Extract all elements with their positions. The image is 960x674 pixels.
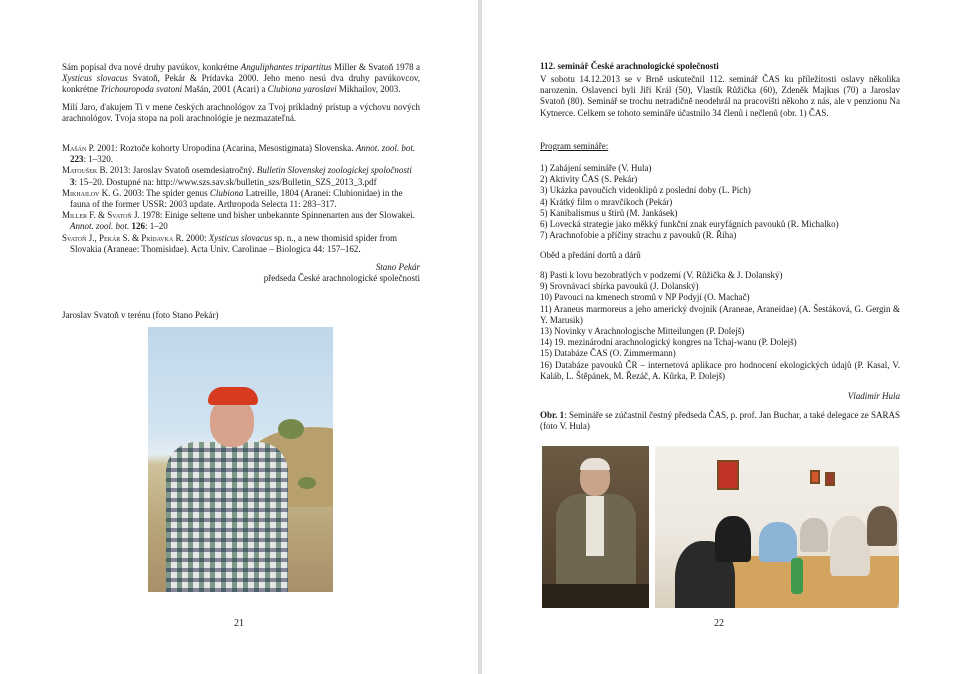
reference-item [62, 210, 420, 232]
photo-person-shirt [586, 496, 604, 556]
program-item: 11) Araneus marmoreus a jeho americký dvojník (Araneae, Araneidae) (A. Šestáková, G. Gergin & Y. Marusik) [540, 303, 900, 325]
species-name: Trichouropoda svatoni [100, 84, 183, 95]
ref-text: 1978: Einige seltene und bisher unbekannte Spinnenarten aus der Slowakei. [139, 210, 415, 221]
photo-person [830, 516, 870, 576]
species-name: Anguliphantes tripartitus [240, 62, 332, 72]
ref-volume: 126 [129, 221, 146, 232]
reference-item [62, 233, 420, 255]
program-item: 10) Pavouci na kmenech stromů v NP Podyjí (O. Machač) [540, 292, 750, 303]
program-item: 2) Aktivity ČAS (S. Pekár) [540, 174, 638, 185]
page-left [0, 0, 478, 674]
photo-desk [542, 584, 649, 608]
program-item: 15) Databáze ČAS (O. Zimmermann) [540, 348, 676, 359]
photo-person [867, 506, 897, 546]
page-number: 21 [234, 618, 244, 629]
photo-person [715, 516, 751, 562]
program-item: 6) Lovecká strategie jako měkký funkční znak euryfágních pavouků (R. Michalko) [540, 219, 839, 230]
ref-text: 2000: [183, 232, 209, 243]
references-list [62, 143, 420, 255]
ref-pages: Latreille, 1804 (Aranei: Clubionidae) in the fauna of the former USSR: 2003 update. Arthropoda Selecta 11: 283–317. [70, 187, 403, 210]
reference-item [62, 143, 420, 165]
ref-author: Svatoň J., Pekár S. & Prídavka R. [62, 232, 184, 243]
ref-pages: : 1–320. [83, 154, 114, 165]
program-heading: Program semináře: [540, 141, 609, 151]
reference-item [62, 188, 420, 210]
program-item: 5) Kanibalismus u štírů (M. Jankásek) [540, 207, 678, 218]
text-run: Mašán, 2001 (Acari) a [182, 84, 268, 95]
figure-caption [540, 410, 900, 432]
ref-volume: 3 [70, 176, 75, 187]
ref-journal: Annot. zool. bot. [70, 221, 130, 232]
ref-author: Miller F. & Svatoň J. [62, 210, 140, 221]
species-name: Xysticus slovacus [62, 73, 128, 84]
photo-shrub [278, 419, 304, 439]
photo-shrub [298, 477, 316, 489]
lunch-break: Oběd a předání dortů a dárů [540, 250, 641, 260]
photo-person [800, 518, 828, 552]
ref-text: 2003: The spider genus [121, 187, 210, 198]
program-item: 13) Novinky v Arachnologische Mitteilungen (P. Dolejš) [540, 326, 745, 337]
reference-item [62, 165, 420, 187]
ref-pages: : 1–20 [145, 221, 168, 232]
photo-red-cap [208, 387, 258, 405]
photo-bottle [791, 558, 803, 594]
text-run: Miller & Svatoň 1978 a [331, 62, 420, 72]
program-item: 8) Pasti k lovu bezobratlých v podzemí (V. Růžička & J. Dolanský) [540, 270, 783, 280]
text-run: Svatoň, Pekár & Prídavka 2000. Jeho meno nesú dva druhy pavúkovcov, konkrétne [62, 73, 420, 95]
photo-wall-picture [825, 472, 835, 486]
photo-jaroslav-svaton [148, 327, 333, 592]
figure-caption-text: : Semináře se zúčastnil čestný předseda ČAS, p. prof. Jan Buchar, a také delegace ze SARAS (foto V. Hula) [540, 410, 900, 432]
article-title: 112. seminář České arachnologické společnosti [540, 61, 719, 71]
ref-journal: Clubiona [209, 187, 244, 198]
ref-author: Matoušek B. [62, 165, 108, 176]
program-item: 9) Srovnávací sbírka pavouků (J. Dolanský) [540, 281, 699, 292]
photo-jan-buchar [542, 446, 649, 608]
ref-journal: Bulletin Slovenskej zoologickej spoločnosti [256, 165, 412, 176]
photo-seminar-audience [655, 446, 899, 608]
program-list-afternoon [540, 270, 900, 382]
signoff-name: Vladimír Hula [847, 391, 900, 401]
signoff [220, 262, 420, 284]
photo-person-shirt [166, 442, 288, 592]
text-run: Mikhailov, 2003. [336, 84, 401, 95]
ref-journal: Xysticus slovacus [208, 232, 272, 243]
ref-text: 2013: Jaroslav Svatoň osemdesiatročný. [107, 165, 257, 176]
photo-wall-picture [717, 460, 739, 490]
ref-author: Mikhailov K. G. [62, 187, 122, 198]
signoff-role: předseda České arachnologické společnosti [263, 273, 420, 284]
ref-pages: sp. n., a new thomisid spider from Slovakia (Araneae: Thomisidae). Acta Univ. Carolinae – Biologica 44: 157–162. [70, 232, 397, 254]
intro-text [62, 62, 420, 124]
program-item: 7) Arachnofobie a příčiny strachu z pavouků (R. Říha) [540, 230, 737, 241]
figure-label: Obr. 1 [540, 410, 565, 420]
text-run: Sám popísal dva nové druhy pavúkov, konkrétne [62, 62, 241, 72]
photo-wall-picture [810, 470, 820, 484]
program-item: 16) Databáze pavouků ČR – internetová aplikace pro hodnocení ekologických údajů (P. Kasal, V. Kaláb, L. Štěpánek, M. Řezáč, A. Kůrka, P. Dolejš) [540, 359, 900, 381]
ref-pages: : 15–20. Dostupné na: http://www.szs.sav.sk/bulletin_szs/Bulletin_SZS_2013_3.pdf [74, 176, 377, 187]
article-intro: V sobotu 14.12.2013 se v Brně uskutečnil 112. seminář ČAS ku příležitosti oslavy několika narozenin. Oslavenci byli Jiří Král (50), Vlastík Růžička (60), Zdeněk Majkus (70) a Jaroslav Svatoň (80). Seminář se trochu netradičně neodehrál na pracovišti někoho z nás, ale v penzionu Na Kytnerce. Celkem se tohoto semináře účastnilo 34 členů i nečlenů (obr. 1) ČAS. [540, 74, 900, 118]
program-item: 1) Zahájení semináře (V. Hula) [540, 163, 652, 173]
intro-paragraph-1 [62, 62, 420, 96]
photo-caption: Jaroslav Svatoň v terénu (foto Stano Pekár) [62, 310, 219, 320]
photo-person-hair [580, 458, 610, 470]
ref-author: Mašán P. [62, 143, 95, 153]
program-item: 14) 19. mezinárodní arachnologický kongres na Tchaj-wanu (P. Dolejš) [540, 337, 797, 348]
ref-volume: 223 [70, 154, 84, 165]
photo-person [759, 522, 797, 562]
species-name: Clubiona yaroslavi [267, 84, 337, 95]
intro-paragraph-2: Milí Jaro, ďakujem Ti v mene českých arachnológov za Tvoj príkladný prístup a výchovu nových arachnológov. Tvoja stopa na poli arachnológie je nezmazateľná. [62, 101, 420, 123]
page-number: 22 [714, 618, 724, 629]
program-item: 3) Ukázka pavoučích videoklipů z poslední doby (L. Pich) [540, 185, 751, 196]
ref-text: 2001: Roztoče kohorty Uropodina (Acarina, Mesostigmata) Slovenska. [94, 143, 356, 153]
ref-journal: Annot. zool. bot. [355, 143, 416, 153]
program-item: 4) Krátký film o mravčíkoch (Pekár) [540, 196, 673, 207]
program-list-morning [540, 163, 900, 241]
signoff-name: Stano Pekár [375, 262, 420, 272]
